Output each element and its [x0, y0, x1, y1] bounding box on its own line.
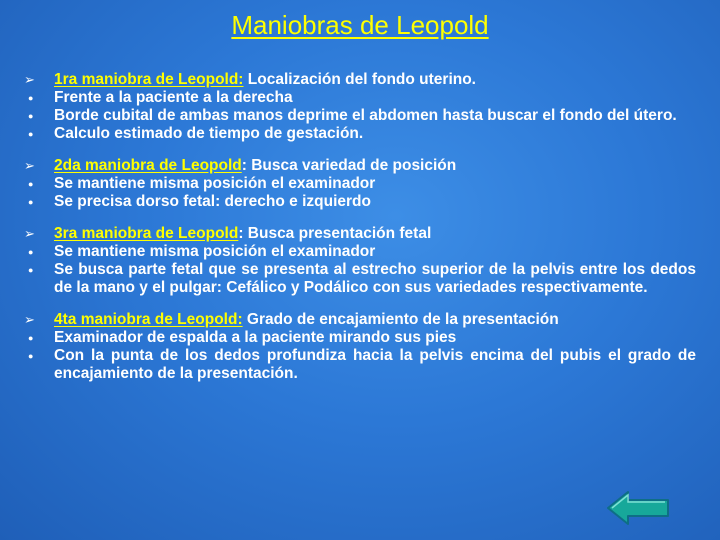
section-heading: [24, 157, 696, 175]
slide-title: Maniobras de Leopold: [231, 10, 489, 40]
list-item: [24, 175, 696, 193]
list-item: [24, 125, 696, 143]
section-maniobra-4: [24, 311, 696, 383]
list-item: [24, 347, 696, 383]
dot-bullet-icon: ●: [28, 179, 34, 189]
section-heading: [24, 225, 696, 243]
dot-bullet-icon: ●: [28, 93, 34, 103]
dot-bullet-icon: ●: [28, 351, 34, 361]
dot-bullet-icon: ●: [28, 111, 34, 121]
arrow-bullet-icon: ➢: [24, 312, 35, 327]
bullet-text: Calculo estimado de tiempo de gestación.: [54, 125, 364, 142]
list-item: [24, 243, 696, 261]
list-item: [24, 107, 696, 125]
bullet-text: Frente a la paciente a la derecha: [54, 89, 293, 106]
bullet-text: Se busca parte fetal que se presenta al estrecho superior de la pelvis entre los dedos de la mano y el pulgar: Cefálico y Podálico con sus variedades respectivamente.: [54, 261, 696, 296]
back-arrow-icon[interactable]: [606, 490, 670, 526]
arrow-bullet-icon: ➢: [24, 226, 35, 241]
dot-bullet-icon: ●: [28, 265, 34, 275]
bullet-text: Con la punta de los dedos profundiza hacia la pelvis encima del pubis el grado de encajamiento de la presentación.: [54, 347, 696, 382]
section-heading: [24, 71, 696, 89]
heading-text: Grado de encajamiento de la presentación: [242, 311, 559, 328]
heading-link[interactable]: 2da maniobra de Leopold: [54, 157, 242, 174]
section-maniobra-1: [24, 71, 696, 143]
slide-content: [24, 71, 696, 397]
list-item: [24, 193, 696, 211]
section-maniobra-3: [24, 225, 696, 297]
list-item: [24, 89, 696, 107]
heading-link[interactable]: 1ra maniobra de Leopold:: [54, 71, 244, 88]
bullet-text: Se mantiene misma posición el examinador: [54, 175, 376, 192]
heading-text: : Busca variedad de posición: [241, 157, 457, 174]
dot-bullet-icon: ●: [28, 197, 34, 207]
dot-bullet-icon: ●: [28, 333, 34, 343]
heading-text: : Busca presentación fetal: [238, 225, 432, 242]
bullet-text: Se precisa dorso fetal: derecho e izquierdo: [54, 193, 371, 210]
bullet-text: Examinador de espalda a la paciente mirando sus pies: [54, 329, 457, 346]
arrow-bullet-icon: ➢: [24, 72, 35, 87]
arrow-bullet-icon: ➢: [24, 158, 35, 173]
dot-bullet-icon: ●: [28, 129, 34, 139]
section-heading: [24, 311, 696, 329]
heading-text: Localización del fondo uterino.: [243, 71, 476, 88]
heading-link[interactable]: 3ra maniobra de Leopold: [54, 225, 239, 242]
section-maniobra-2: [24, 157, 696, 211]
dot-bullet-icon: ●: [28, 247, 34, 257]
bullet-text: Borde cubital de ambas manos deprime el abdomen hasta buscar el fondo del útero.: [54, 107, 677, 124]
list-item: [24, 261, 696, 297]
bullet-text: Se mantiene misma posición el examinador: [54, 243, 376, 260]
list-item: [24, 329, 696, 347]
heading-link[interactable]: 4ta maniobra de Leopold:: [54, 311, 243, 328]
